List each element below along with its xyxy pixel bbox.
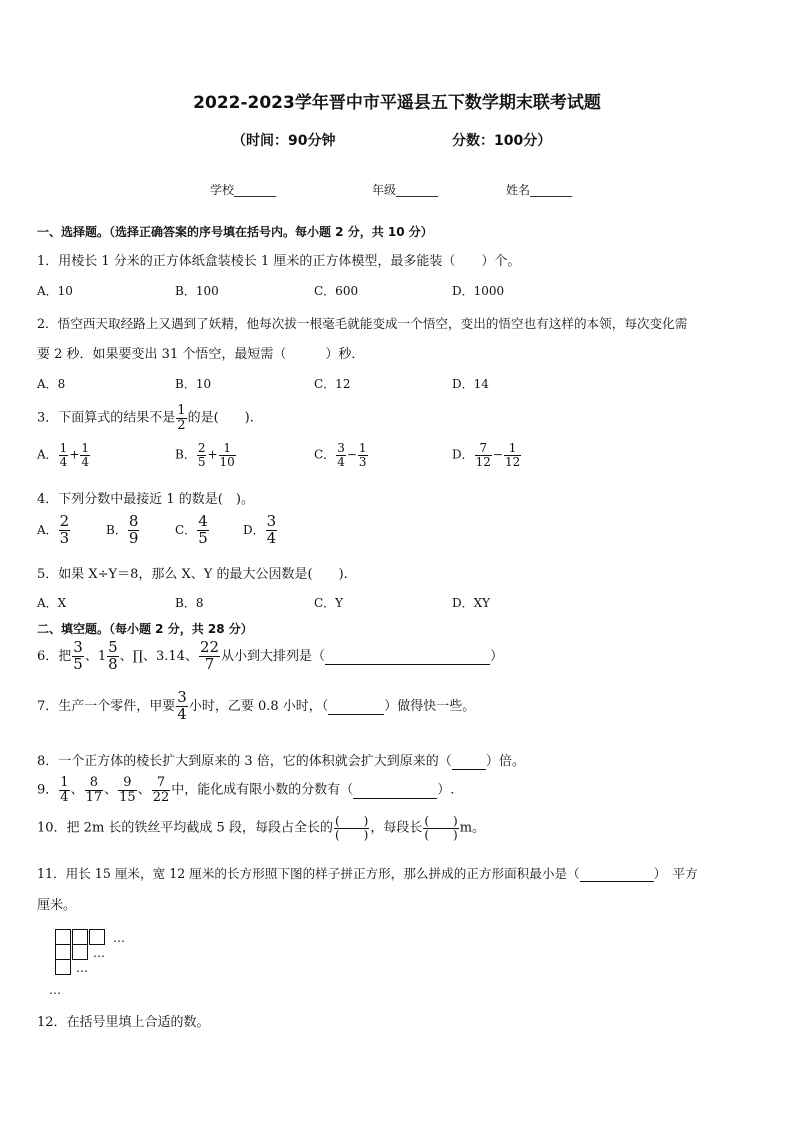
q2-option-c[interactable]: C．12 [314, 377, 351, 391]
question-5: 5．如果 X÷Y＝8，那么 X、Y 的最大公因数是( ). [37, 567, 348, 582]
q3-text-post: 的是( ). [187, 410, 254, 426]
q4-option-b[interactable]: B． $\frac{8}{9}$ [106, 512, 139, 547]
q3-text-pre: 3．下面算式的结果不是 [37, 410, 176, 426]
exam-score: 分数：100分） [452, 133, 552, 149]
figure-cell [89, 929, 105, 945]
q3-fraction: $\frac{1}{2}$ [177, 403, 186, 433]
question-4: 4．下列分数中最接近 1 的数是( )。 [37, 492, 254, 507]
figure-cell [55, 944, 71, 960]
name-field[interactable]: 姓名_______ [506, 183, 573, 197]
question-9: 9． $\frac{1}{4}$ 、 $\frac{8}{17}$ 、 $\frac{9}{15}$ 、 $\frac{7}{22}$ 中，能化成有限小数的分数有（ ）. [37, 775, 455, 805]
q9-answer-blank[interactable] [353, 783, 437, 799]
question-7: 7．生产一个零件，甲要 $\frac{3}{4}$ 小时，乙要 0.8 小时，（ ）做得快一些。 [37, 688, 476, 723]
figure-cell [72, 929, 88, 945]
exam-time: （时间：90分钟 [232, 133, 336, 149]
q11-answer-blank[interactable] [580, 866, 654, 882]
q5-option-a[interactable]: A．X [37, 596, 67, 610]
q1-option-a[interactable]: A．10 [37, 284, 73, 298]
rectangle-tiling-figure [49, 929, 135, 999]
q1-option-b[interactable]: B．100 [175, 284, 219, 298]
figure-ellipsis: … [113, 931, 125, 945]
figure-ellipsis: … [93, 946, 105, 960]
q5-option-b[interactable]: B．8 [175, 596, 204, 610]
question-11-line-2: 厘米。 [37, 898, 77, 913]
question-8: 8．一个正方体的棱长扩大到原来的 3 倍，它的体积就会扩大到原来的（ ）倍。 [37, 754, 525, 769]
question-12: 12．在括号里填上合适的数。 [37, 1015, 210, 1030]
q2-option-a[interactable]: A．8 [37, 377, 66, 391]
q4-option-d[interactable]: D． $\frac{3}{4}$ [243, 512, 277, 547]
q6-answer-blank[interactable] [325, 649, 490, 665]
q5-option-d[interactable]: D．XY [452, 596, 491, 610]
grade-field[interactable]: 年级_______ [372, 183, 439, 197]
section-fill-heading: 二、填空题。（每小题 2 分，共 28 分） [37, 622, 253, 636]
question-1: 1．用棱长 1 分米的正方体纸盒装棱长 1 厘米的正方体模型，最多能装（ ）个。 [37, 254, 521, 269]
question-3 [37, 404, 254, 432]
q1-option-d[interactable]: D．1000 [452, 284, 505, 298]
school-field[interactable]: 学校_______ [210, 183, 277, 197]
question-2-line-1: 2．悟空西天取经路上又遇到了妖精，他每次拔一根毫毛就能变成一个悟空，变出的悟空也有这样的本领，每次变化需 [37, 316, 688, 331]
question-11-line-1: 11．用长 15 厘米，宽 12 厘米的长方形照下图的样子拼正方形，那么拼成的正方形面积最小是（ ） 平方 [37, 866, 698, 881]
q2-option-b[interactable]: B．10 [175, 377, 212, 391]
q7-answer-blank[interactable] [328, 699, 384, 715]
q5-option-c[interactable]: C．Y [314, 596, 344, 610]
q4-option-a[interactable]: A． $\frac{2}{3}$ [37, 512, 70, 547]
q1-option-c[interactable]: C．600 [314, 284, 359, 298]
figure-ellipsis: … [76, 961, 88, 975]
q3-option-a[interactable]: A． $\frac{1}{4}$ + $\frac{1}{4}$ [37, 441, 90, 469]
figure-cell [55, 959, 71, 975]
q3-option-c[interactable]: C． $\frac{3}{4}$ − $\frac{1}{3}$ [314, 441, 367, 469]
q10-fraction-blank-1[interactable]: $\frac{( )}{( )}$ [334, 814, 369, 842]
q4-option-c[interactable]: C． $\frac{4}{5}$ [175, 512, 208, 547]
question-2-line-2: 要 2 秒．如果要变出 31 个悟空，最短需（ ）秒． [37, 347, 365, 362]
figure-cell [72, 944, 88, 960]
q3-option-b[interactable]: B． $\frac{2}{5}$ + $\frac{1}{10}$ [175, 441, 235, 469]
q8-answer-blank[interactable] [452, 754, 486, 770]
q3-option-d[interactable]: D． $\frac{7}{12}$ − $\frac{1}{12}$ [452, 441, 521, 469]
figure-cell [55, 929, 71, 945]
figure-ellipsis: … [49, 983, 61, 997]
page-title: 2022-2023学年晋中市平遥县五下数学期末联考试题 [193, 93, 601, 113]
q10-fraction-blank-2[interactable]: $\frac{( )}{( )}$ [424, 814, 458, 842]
q2-option-d[interactable]: D．14 [452, 377, 489, 391]
question-6: 6．把 $\frac{3}{5}$ 、1 $\frac{5}{8}$ 、∏、3.14、 $\frac{22}{7}$ 从小到大排列是（ ） [37, 638, 504, 673]
question-10: 10．把 2m 长的铁丝平均截成 5 段，每段占全长的 $\frac{( )}{( )}$ ，每段长 $\frac{( )}{( )}$ m。 [37, 814, 486, 842]
section-choice-heading: 一、选择题。（选择正确答案的序号填在括号内。每小题 2 分，共 10 分） [37, 225, 433, 239]
